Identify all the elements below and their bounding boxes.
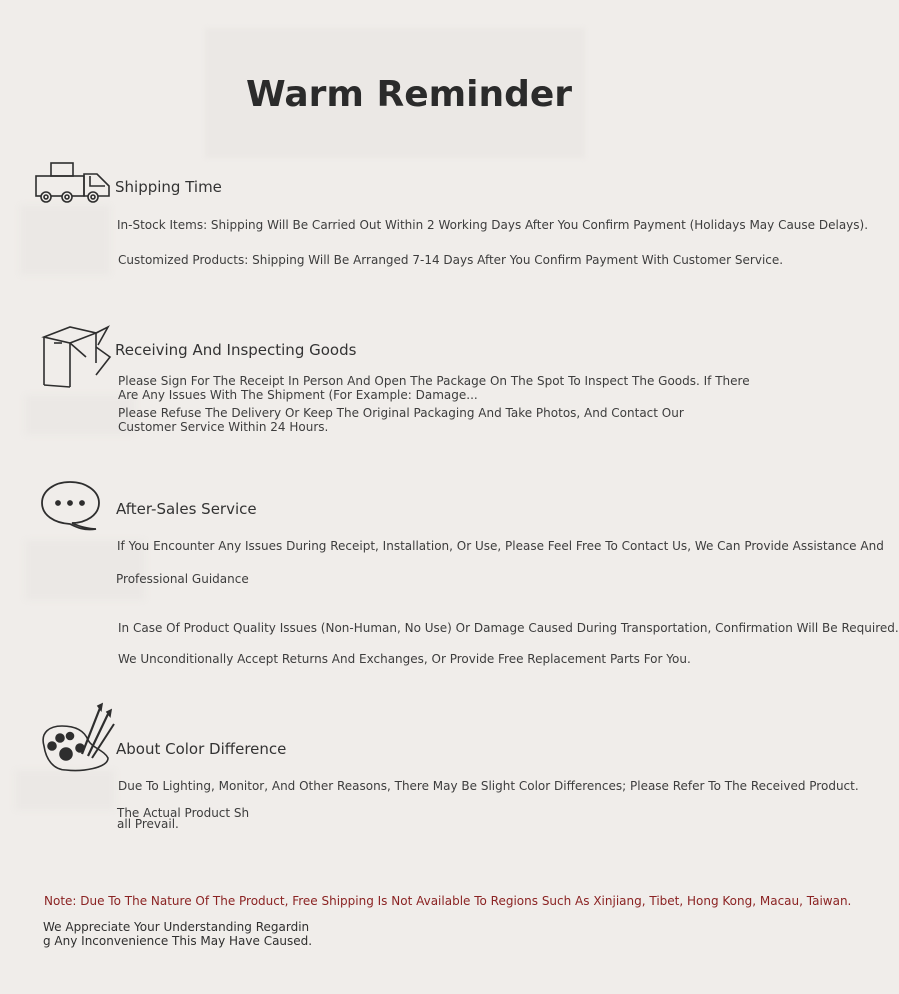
appreciation-text: We Appreciate Your Understanding Regardin [43,920,310,934]
section-text: In Case Of Product Quality Issues (Non-Human, No Use) Or Damage Caused During Transportation, Confirmation Will Be Required. [118,621,899,635]
section-text: Please Refuse The Delivery Or Keep The Original Packaging And Take Photos, And Contact Our Customer Service Within 24 Hours. [118,406,684,434]
section-text: Due To Lighting, Monitor, And Other Reasons, There May Be Slight Color Differences; Please Refer To The Received Product. [118,779,859,793]
section-heading: Shipping Time [115,178,222,196]
truck-icon [33,160,113,206]
section-backdrop [20,205,110,275]
section-heading: About Color Difference [116,740,287,758]
section-text: all Prevail. [117,817,179,831]
section-text: Customized Products: Shipping Will Be Arranged 7-14 Days After You Confirm Payment With Customer Service. [118,253,784,267]
palette-icon [38,702,118,774]
section-heading: Receiving And Inspecting Goods [115,341,357,359]
chat-bubble-icon [40,479,102,533]
page-title: Warm Reminder [245,74,573,115]
appreciation-text: g Any Inconvenience This May Have Caused. [43,934,313,948]
section-text: In-Stock Items: Shipping Will Be Carried Out Within 2 Working Days After You Confirm Payment (Holidays May Cause Delays). [117,218,869,232]
section-heading: After-Sales Service [116,500,257,518]
section-backdrop [15,770,115,810]
shipping-note: Note: Due To The Nature Of The Product, Free Shipping Is Not Available To Regions Such As Xinjiang, Tibet, Hong Kong, Macau, Taiwan. [44,894,852,908]
section-text: The Actual Product Sh [117,806,250,820]
section-text: If You Encounter Any Issues During Receipt, Installation, Or Use, Please Feel Free To Contact Us, We Can Provide Assistance And [117,539,884,553]
box-icon [40,323,112,391]
section-text: We Unconditionally Accept Returns And Exchanges, Or Provide Free Replacement Parts For You. [118,652,691,666]
section-text: Professional Guidance [116,572,249,586]
section-text: Please Sign For The Receipt In Person And Open The Package On The Spot To Inspect The Goods. If There Are Any Issues With The Shipment (For Example: Damage... [118,374,750,402]
